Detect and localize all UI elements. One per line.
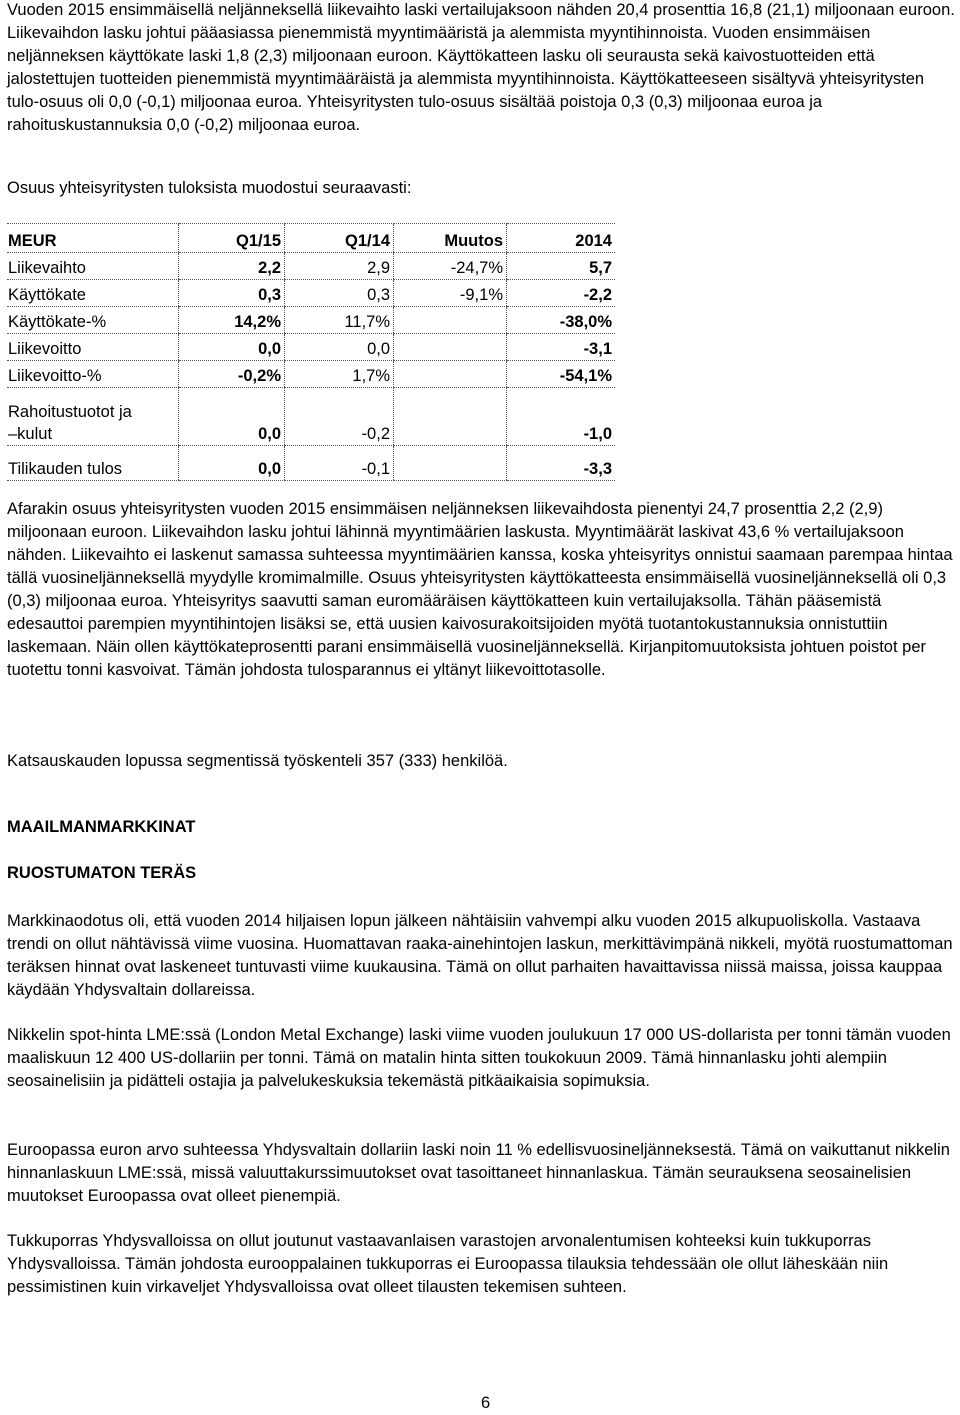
table-row (7, 446, 615, 481)
table-row (7, 253, 615, 280)
paragraph-jv-share: Afarakin osuus yhteisyritysten vuoden 2015 ensimmäisen neljänneksen liikevaihdosta pienentyi 24,7 prosenttia 2,2 (2,9) miljoonaan euroon. Liikevaihdon lasku johtui lähinnä myyntimäärien laskusta. Myyntimäärät laskivat 43,6 % vertailujaksoon nähden. Liikevaihto ei laskenut samassa suhteessa myyntimäärien kanssa, koska yhteisyritys onnistui saamaan parempaa hintaa tällä vuosineljänneksellä myydylle kromimalmille. Osuus yhteisyritysten käyttökatteesta ensimmäisellä vuosineljänneksellä oli 0,3 (0,3) miljoonaa euroa. Yhteisyritys saavutti saman euromääräisen käyttökatteen kuin vertailujaksolla. Tähän pääsemistä edesauttoi parempien myyntihintojen lisäksi se, että uusien kaivosurakoitsijoiden myötä tuotantokustannuksia onnistuttiin laskemaan. Näin ollen käyttökateprosentti parani ensimmäisellä vuosineljänneksellä. Kirjanpitomuutoksista johtuen poistot per tuotettu tonni kasvoivat. Tämän johdosta tulosparannus ei yltänyt liikevoittotasolle. (7, 500, 953, 679)
paragraph-employees: Katsauskauden lopussa segmentissä työskenteli 357 (333) henkilöä. (7, 752, 508, 770)
table-row (7, 334, 615, 361)
paragraph-jv-intro: Osuus yhteisyritysten tuloksista muodostui seuraavasti: (7, 179, 412, 197)
section-heading-stainless-steel: RUOSTUMATON TERÄS (7, 864, 197, 882)
table-row (7, 388, 615, 446)
table-cell: -3,1 (507, 334, 616, 361)
table-cell: Liikevaihto (7, 253, 179, 280)
table-cell: Käyttökate-% (7, 307, 179, 334)
table-cell: 0,0 (285, 334, 394, 361)
table-cell: 14,2% (179, 307, 285, 334)
table-cell (394, 307, 507, 334)
table-cell (394, 334, 507, 361)
paragraph-euro-value: Euroopassa euron arvo suhteessa Yhdysvaltain dollariin laski noin 11 % edellisvuosineljänneksestä. Tämä on vaikuttanut nikkelin hinnanlaskuun LME:ssä, missä valuuttakurssimuutokset ovat tasoittaneet hinnanlaskua. Tämän seurauksena seosainelisien muutokset Euroopassa ovat olleet pienempiä. (7, 1141, 950, 1205)
table-cell: Liikevoitto-% (7, 361, 179, 388)
table-cell: 11,7% (285, 307, 394, 334)
table-cell: 2,2 (179, 253, 285, 280)
table-header-cell: Q1/14 (285, 224, 394, 253)
table-cell: Liikevoitto (7, 334, 179, 361)
table-cell: -38,0% (507, 307, 616, 334)
page-number: 6 (481, 1394, 491, 1412)
table-cell: -54,1% (507, 361, 616, 388)
table-cell: 2,9 (285, 253, 394, 280)
table-row (7, 307, 615, 334)
table-cell: -2,2 (507, 280, 616, 307)
paragraph-market-expectation: Markkinaodotus oli, että vuoden 2014 hiljaisen lopun jälkeen nähtäisiin vahvempi alku vuoden 2015 alkupuoliskolla. Vastaava trendi on ollut nähtävissä viime vuosina. Huomattavan raaka-ainehintojen laskun, merkittävimpänä nikkeli, myötä ruostumattoman teräksen hinnat ovat laskeneet tuntuvasti viime kuukausina. Tämä on ollut parhaiten havaittavissa niissä maissa, joissa kauppaa käydään Yhdysvaltain dollareissa. (7, 912, 953, 999)
table-cell: -3,3 (507, 446, 616, 481)
table-cell (394, 361, 507, 388)
table-row (7, 361, 615, 388)
table-cell: 0,0 (179, 446, 285, 481)
table-cell: -0,2% (179, 361, 285, 388)
table-cell: -0,1 (285, 446, 394, 481)
table-cell: 0,0 (179, 334, 285, 361)
table-cell: 1,7% (285, 361, 394, 388)
table-cell: Käyttökate (7, 280, 179, 307)
table-header-row (7, 224, 615, 253)
table-header-cell: MEUR (7, 224, 179, 253)
table-cell: 5,7 (507, 253, 616, 280)
table-header-cell: 2014 (507, 224, 616, 253)
table-header-cell: Muutos (394, 224, 507, 253)
table-cell: Rahoitustuotot ja –kulut (7, 388, 179, 446)
table-cell: -9,1% (394, 280, 507, 307)
section-heading-world-markets: MAAILMANMARKKINAT (7, 818, 196, 836)
table-cell: 0,3 (179, 280, 285, 307)
table-cell (394, 388, 507, 446)
paragraph-nickel-price: Nikkelin spot-hinta LME:ssä (London Metal Exchange) laski viime vuoden joulukuun 17 000 US-dollarista per tonni tämän vuoden maaliskuun 12 400 US-dollariin per tonni. Tämä on matalin hinta sitten toukokuun 2009. Tämä hinnanlasku johti alempiin seosainelisiin ja pidätteli ostajia ja palvelukeskuksia tekemästä pitkäaikaisia sopimuksia. (7, 1026, 951, 1090)
table-cell: -24,7% (394, 253, 507, 280)
jv-results-table (7, 223, 615, 481)
table-cell: Tilikauden tulos (7, 446, 179, 481)
table-cell (394, 446, 507, 481)
table-header-cell: Q1/15 (179, 224, 285, 253)
paragraph-wholesale: Tukkuporras Yhdysvalloissa on ollut joutunut vastaavanlaisen varastojen arvonalentumisen kohteeksi kuin tukkuporras Yhdysvalloissa. Tämän johdosta eurooppalainen tukkuporras ei Euroopassa tilauksia tehdessään ole ollut läheskään niin pessimistinen kuin virkaveljet Yhdysvalloissa ovat olleet tilausten tekemisen suhteen. (7, 1232, 889, 1296)
table-cell: 0,3 (285, 280, 394, 307)
table-row (7, 280, 615, 307)
table-cell: -0,2 (285, 388, 394, 446)
paragraph-q1-revenue: Vuoden 2015 ensimmäisellä neljänneksellä liikevaihto laski vertailujaksoon nähden 20,4 prosenttia 16,8 (21,1) miljoonaan euroon. Liikevaihdon lasku johtui pääasiassa pienemmistä myyntimääristä ja alemmista myyntihinnoista. Vuoden ensimmäisen neljänneksen käyttökate laski 1,8 (2,3) miljoonaan euroon. Käyttökatteen lasku oli seurausta sekä kaivostuotteiden että jalostettujen tuotteiden pienemmistä myyntimääräistä ja alemmista myyntihinnoista. Käyttökatteeseen sisältyvä yhteisyritysten tulo-osuus oli 0,0 (-0,1) miljoonaa euroa. Yhteisyritysten tulo-osuus sisältää poistoja 0,3 (0,3) miljoonaa euroa ja rahoituskustannuksia 0,0 (-0,2) miljoonaa euroa. (7, 1, 955, 134)
table-cell: 0,0 (179, 388, 285, 446)
table-cell: -1,0 (507, 388, 616, 446)
